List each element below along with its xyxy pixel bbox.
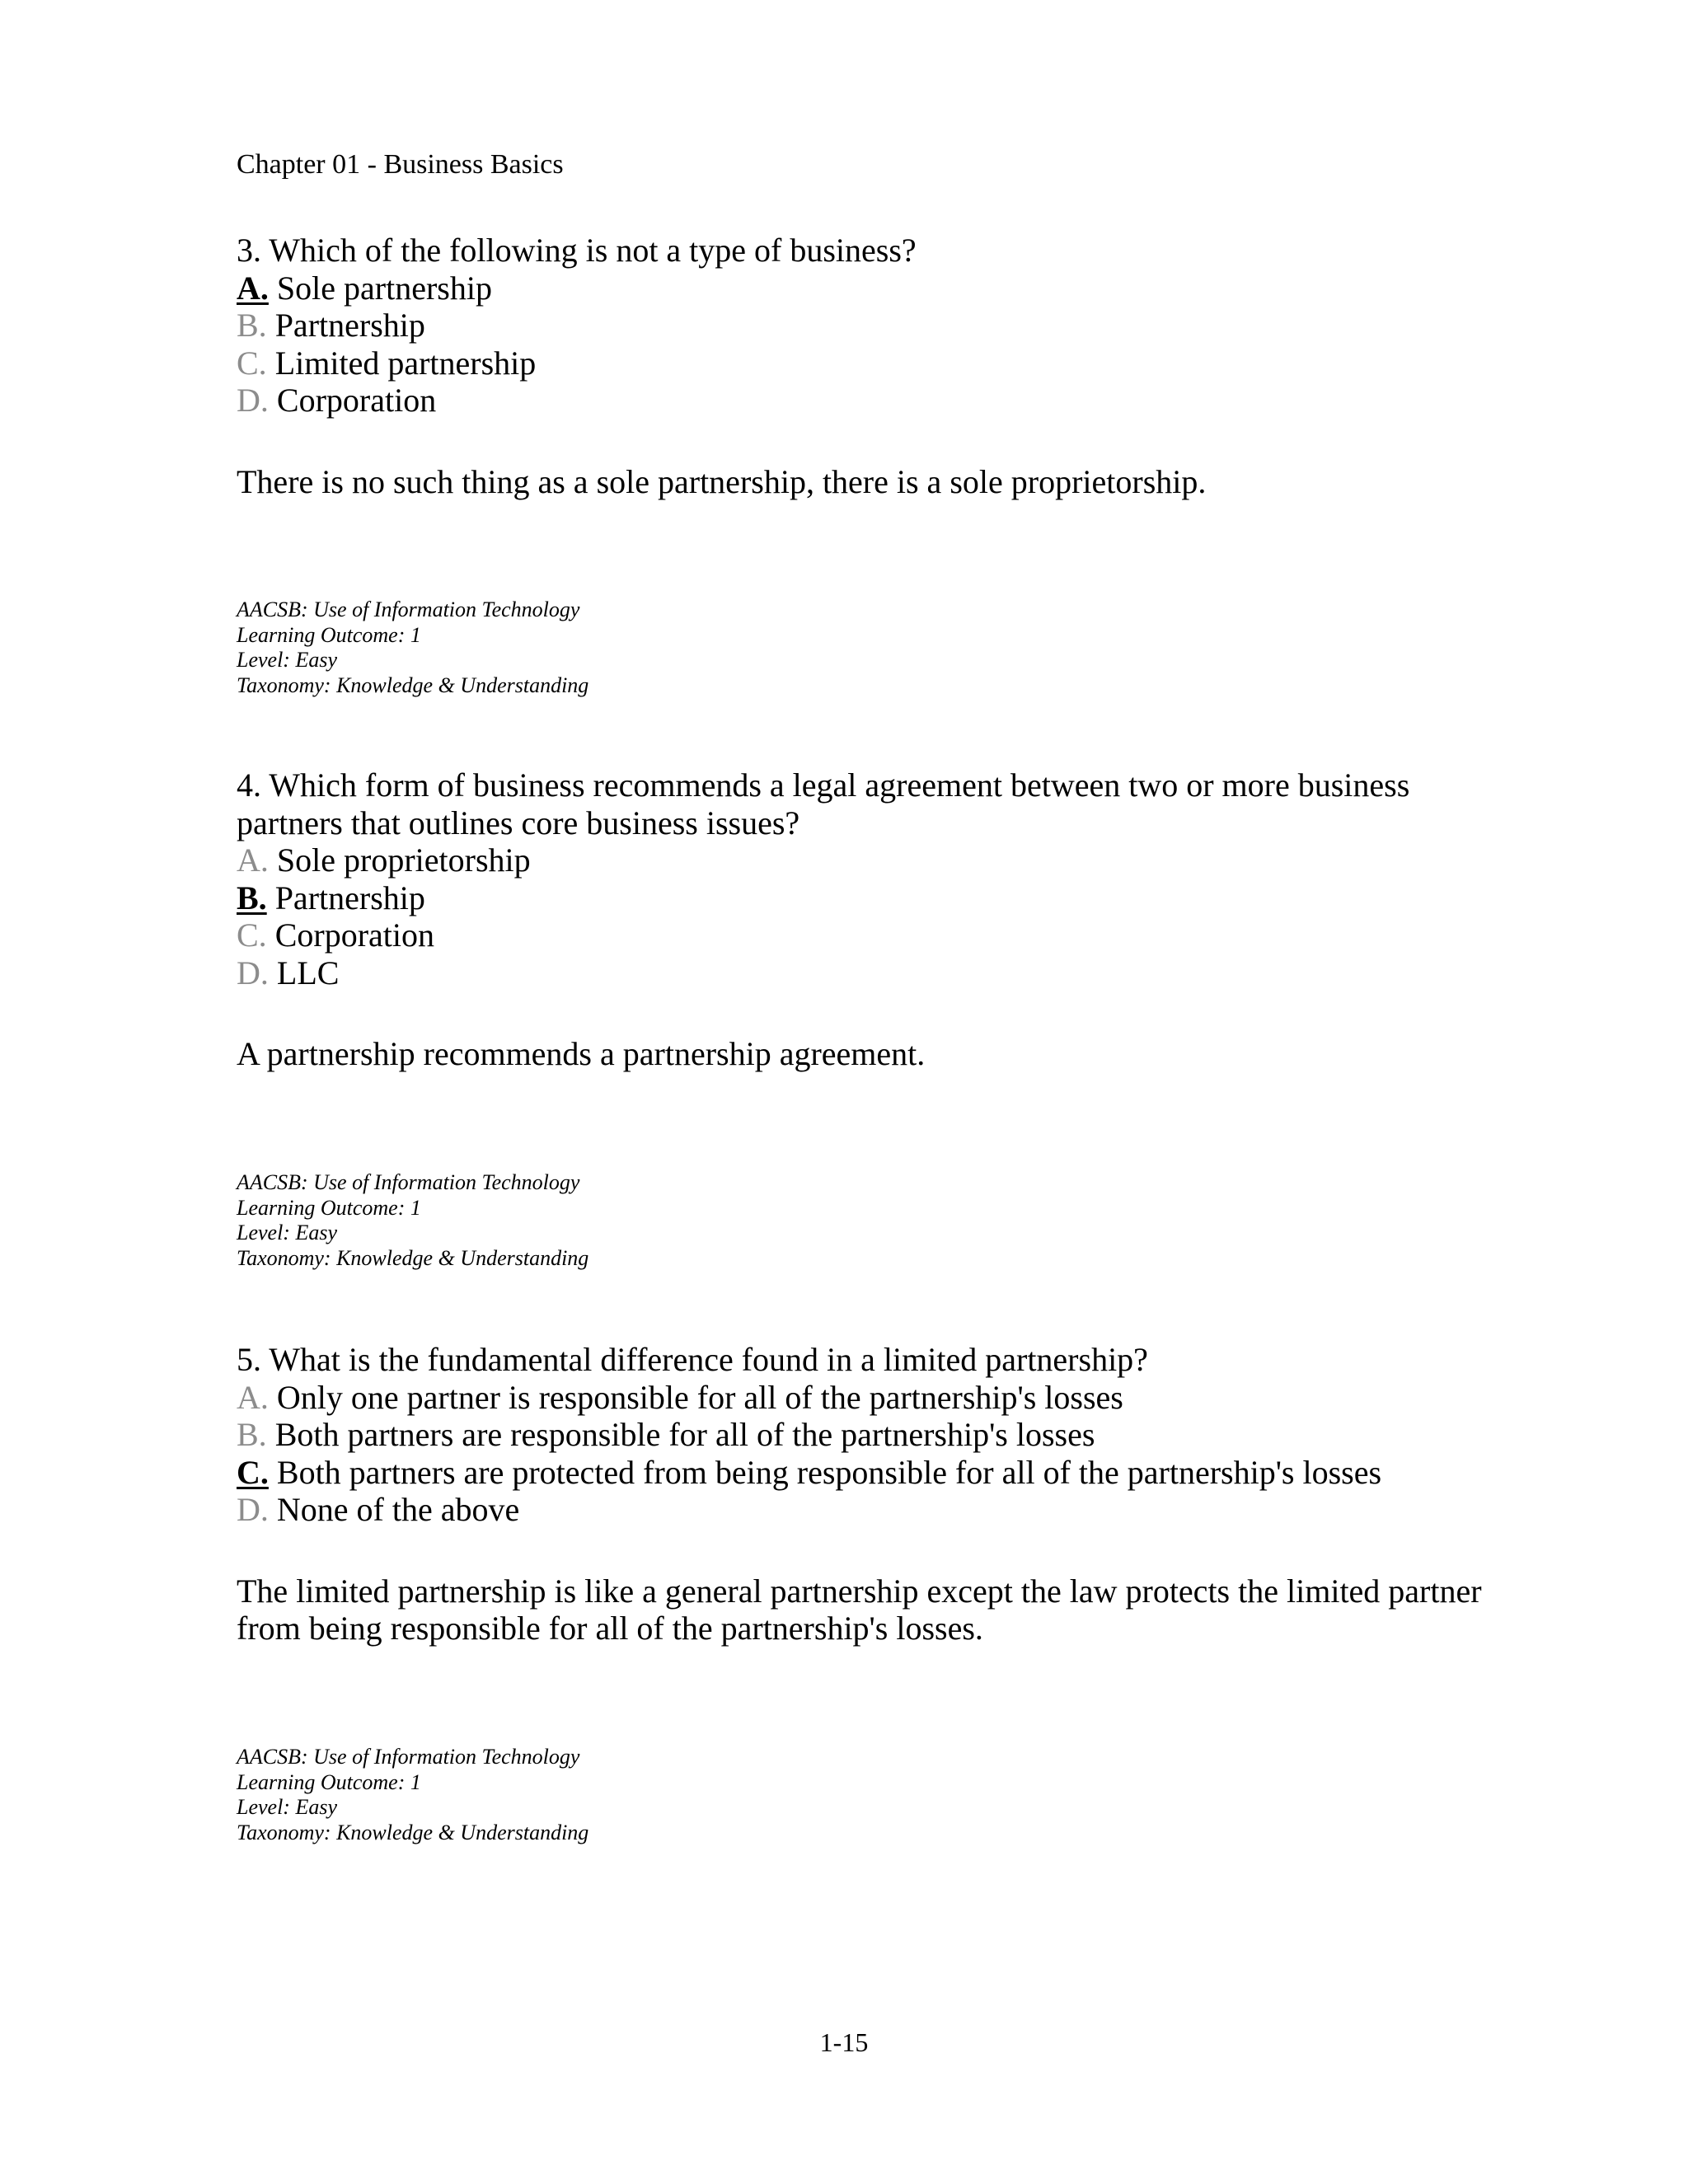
answer-explanation: The limited partnership is like a general partnership except the law protects the limited partner from being responsible for all of the partnership's losses.: [237, 1572, 1482, 1647]
answer-option-b: [237, 307, 1522, 344]
meta-taxonomy: Taxonomy: Knowledge & Understanding: [237, 1245, 589, 1270]
question-prompt: 4. Which form of business recommends a legal agreement between two or more business partners that outlines core business issues?: [237, 766, 1410, 841]
answer-options: [237, 269, 1522, 419]
page-number: 1-15: [819, 2027, 869, 2057]
option-text: Partnership: [274, 879, 425, 916]
option-letter: A.: [237, 841, 269, 879]
option-letter: D.: [237, 1491, 269, 1528]
meta-level: Level: Easy: [237, 648, 338, 672]
answer-option-b: [237, 879, 1522, 917]
option-text: LLC: [276, 954, 340, 991]
question-metadata-5: [237, 1745, 588, 1845]
answer-option-c: [237, 916, 1522, 954]
answer-option-c: [237, 1454, 1522, 1492]
option-letter: A.: [237, 1378, 269, 1416]
option-letter: B.: [237, 307, 267, 344]
answer-option-c: [237, 344, 1522, 382]
option-text: Limited partnership: [274, 344, 537, 382]
question-block-4: [237, 766, 1522, 1073]
option-text: Corporation: [276, 382, 437, 419]
answer-option-a: [237, 841, 1522, 879]
option-letter: D.: [237, 954, 269, 991]
meta-aacsb: AACSB: Use of Information Technology: [237, 1170, 580, 1194]
question-block-3: [237, 232, 1522, 500]
option-text: Sole partnership: [276, 269, 492, 307]
question-metadata-4: [237, 1170, 588, 1271]
option-letter: A.: [237, 269, 269, 307]
question-metadata-3: [237, 598, 588, 698]
answer-option-a: [237, 269, 1522, 307]
answer-option-a: [237, 1379, 1522, 1417]
meta-aacsb: AACSB: Use of Information Technology: [237, 1745, 580, 1769]
meta-taxonomy: Taxonomy: Knowledge & Understanding: [237, 673, 589, 697]
option-text: Only one partner is responsible for all of the partnership's losses: [276, 1378, 1123, 1416]
option-letter: C.: [237, 916, 267, 954]
meta-level: Level: Easy: [237, 1795, 338, 1819]
question-prompt: 3. Which of the following is not a type of business?: [237, 232, 917, 269]
chapter-header: Chapter 01 - Business Basics: [237, 149, 564, 180]
option-letter: B.: [237, 1416, 267, 1453]
option-text: None of the above: [276, 1491, 520, 1528]
answer-option-b: [237, 1416, 1522, 1454]
answer-explanation: A partnership recommends a partnership agreement.: [237, 1035, 926, 1072]
option-letter: B.: [237, 879, 267, 916]
meta-taxonomy: Taxonomy: Knowledge & Understanding: [237, 1820, 589, 1844]
option-text: Sole proprietorship: [276, 841, 531, 879]
option-text: Both partners are responsible for all of the partnership's losses: [274, 1416, 1095, 1453]
option-letter: C.: [237, 1453, 269, 1491]
answer-option-d: [237, 1491, 1522, 1529]
meta-learning-outcome: Learning Outcome: 1: [237, 1769, 421, 1794]
option-text: Both partners are protected from being responsible for all of the partnership's losses: [276, 1453, 1382, 1491]
answer-explanation: There is no such thing as a sole partnership, there is a sole proprietorship.: [237, 462, 1207, 500]
question-block-5: [237, 1341, 1522, 1647]
answer-option-d: [237, 382, 1522, 419]
answer-options: [237, 841, 1522, 991]
question-prompt: 5. What is the fundamental difference found in a limited partnership?: [237, 1341, 1148, 1378]
meta-aacsb: AACSB: Use of Information Technology: [237, 598, 580, 621]
meta-learning-outcome: Learning Outcome: 1: [237, 622, 421, 647]
option-text: Corporation: [274, 916, 434, 954]
answer-option-d: [237, 954, 1522, 992]
option-letter: C.: [237, 344, 267, 382]
meta-level: Level: Easy: [237, 1221, 338, 1244]
option-letter: D.: [237, 382, 269, 419]
answer-options: [237, 1379, 1522, 1529]
option-text: Partnership: [274, 307, 425, 344]
meta-learning-outcome: Learning Outcome: 1: [237, 1195, 421, 1220]
